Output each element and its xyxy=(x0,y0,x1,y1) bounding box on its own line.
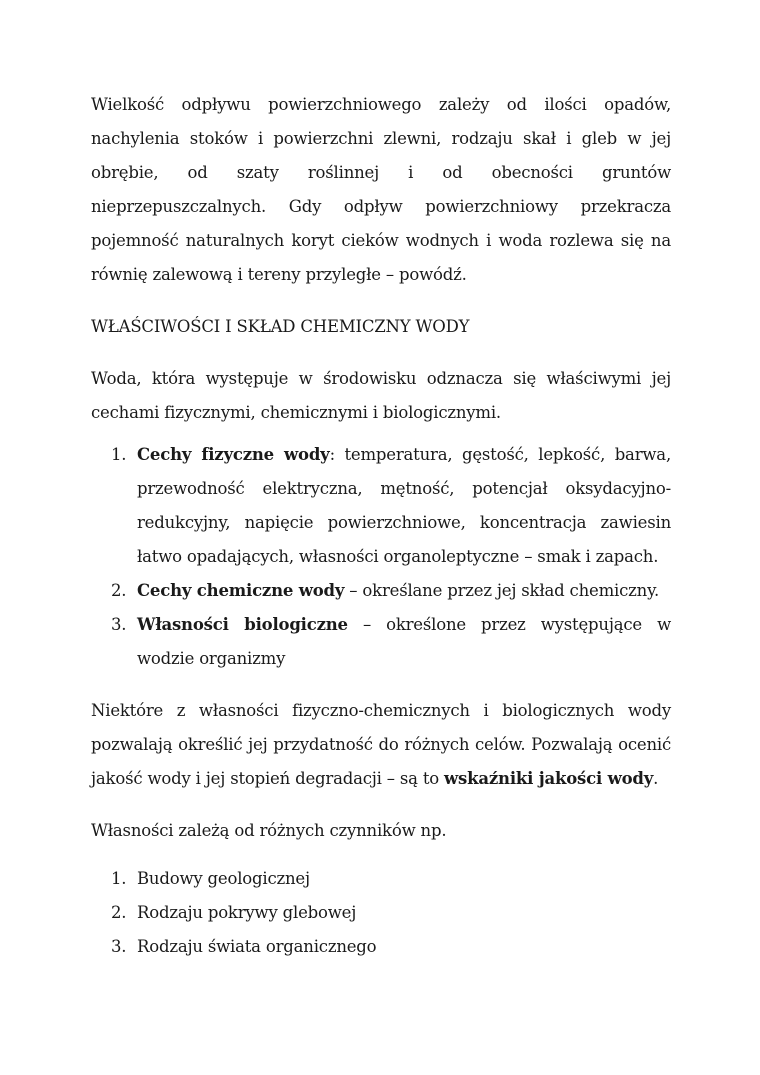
list-text: – określane przez jej skład chemiczny. xyxy=(344,581,660,600)
list-number: 1. xyxy=(111,869,127,888)
paragraph-water-features: Woda, która występuje w środowisku odznacza się właściwymi jej cechami fizycznymi, chemicznymi i biologicznymi. xyxy=(91,369,671,422)
document-page xyxy=(91,88,671,964)
paragraph-end: . xyxy=(653,769,659,788)
list-item xyxy=(91,608,671,676)
paragraph-bold-term: wskaźniki jakości wody xyxy=(444,769,654,788)
list-item xyxy=(91,930,671,964)
list-number: 2. xyxy=(111,581,127,600)
list-text: Rodzaju pokrywy glebowej xyxy=(137,903,357,922)
list-number: 3. xyxy=(111,937,127,956)
list-term: Własności biologiczne xyxy=(137,615,348,634)
list-number: 2. xyxy=(111,903,127,922)
list-term: Cechy fizyczne wody xyxy=(137,445,330,464)
paragraph-text: Niektóre z własności fizyczno-chemicznych i biologicznych wody pozwalają określić jej przydatność do różnych celów. Pozwalają ocenić jakość wody i jej stopień degradacji – są to xyxy=(91,701,671,788)
factors-list xyxy=(91,862,671,964)
paragraph-quality-indicators xyxy=(91,694,671,796)
list-term: Cechy chemiczne wody xyxy=(137,581,345,600)
list-number: 3. xyxy=(111,615,127,634)
list-text: – określone przez występujące w wodzie organizmy xyxy=(137,615,671,668)
water-features-list xyxy=(91,438,671,676)
list-text: Budowy geologicznej xyxy=(137,869,310,888)
list-item xyxy=(91,438,671,574)
list-item xyxy=(91,862,671,896)
paragraph-factors: Własności zależą od różnych czynników np. xyxy=(91,821,447,840)
paragraph-surface-runoff: Wielkość odpływu powierzchniowego zależy od ilości opadów, nachylenia stoków i powierzchni zlewni, rodzaju skał i gleb w jej obrębie, od szaty roślinnej i od obecności gruntów nieprzepuszczalnych. Gdy odpływ powierzchniowy przekracza pojemność naturalnych koryt cieków wodnych i woda rozlewa się na równię zalewową i tereny przyległe – powódź. xyxy=(91,95,671,284)
list-text: : temperatura, gęstość, lepkość, barwa, przewodność elektryczna, mętność, potencjał oksydacyjno-redukcyjny, napięcie powierzchniowe, koncentracja zawiesin łatwo opadających, własności organoleptyczne – smak i zapach. xyxy=(137,445,671,566)
section-heading: WŁAŚCIWOŚCI I SKŁAD CHEMICZNY WODY xyxy=(91,317,470,336)
list-number: 1. xyxy=(111,445,127,464)
list-text: Rodzaju świata organicznego xyxy=(137,937,377,956)
list-item xyxy=(91,574,671,608)
list-item xyxy=(91,896,671,930)
